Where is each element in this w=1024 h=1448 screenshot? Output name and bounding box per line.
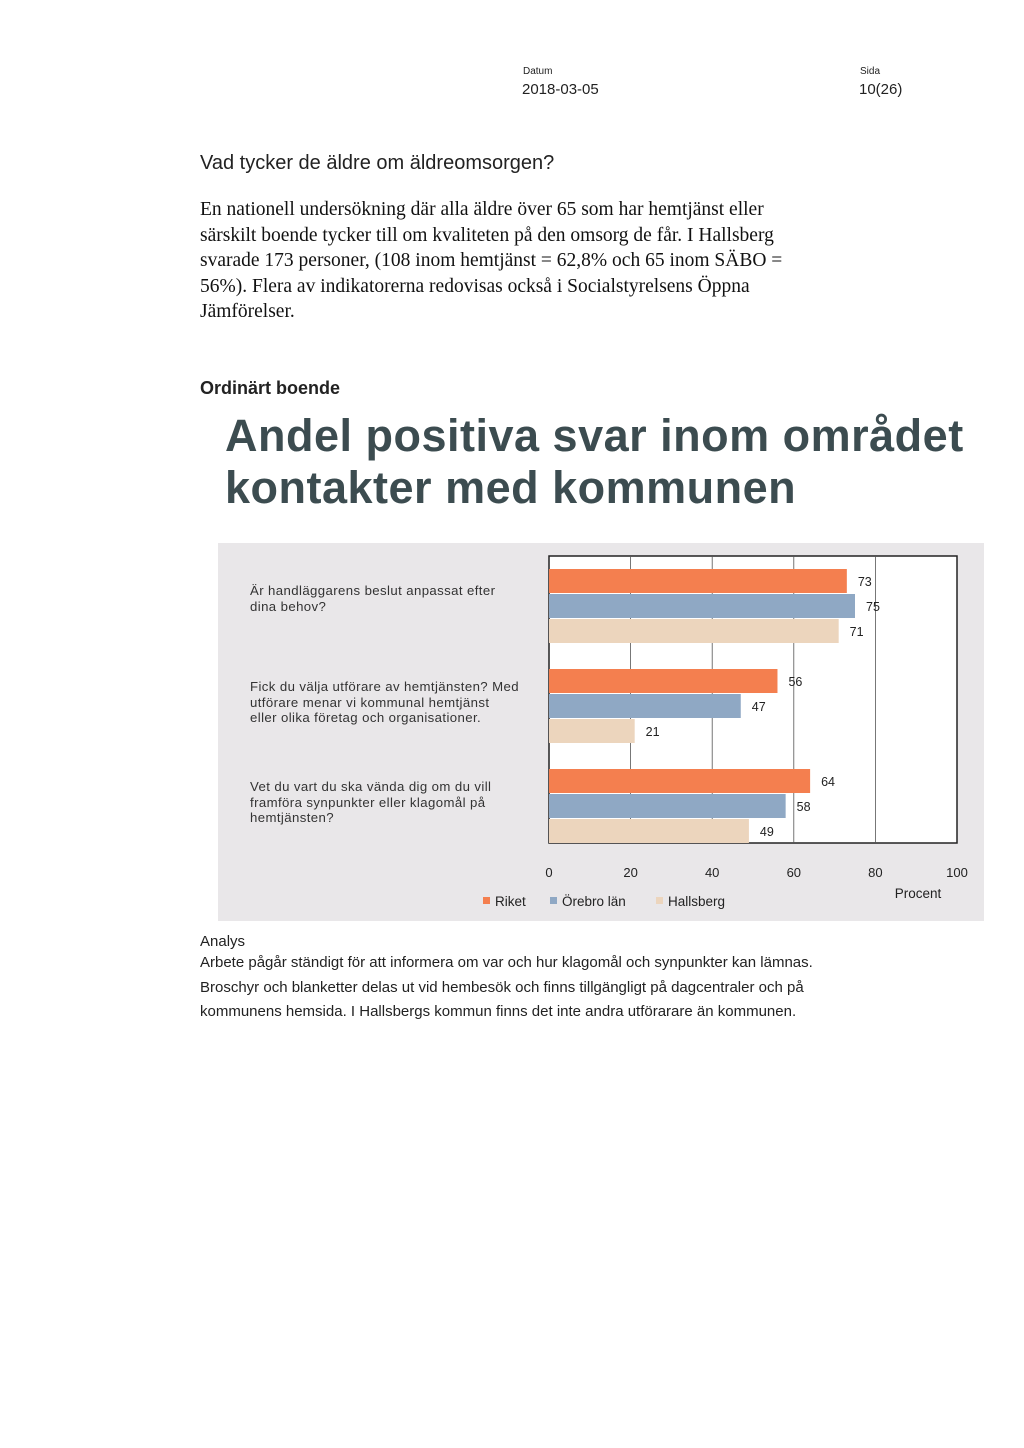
bar-chart <box>218 543 984 921</box>
x-tick-label-4: 60 <box>786 865 802 880</box>
question-label-3: Vet du vart du ska vända dig om du vill framföra synpunkter eller klagomål på hemtjänsten? <box>250 779 492 825</box>
date-label: Datum <box>523 66 553 77</box>
x-tick-label-1: 0 <box>545 865 553 880</box>
data-label-3-1: 64 <box>821 775 836 789</box>
date-value: 2018-03-05 <box>522 81 599 98</box>
x-tick-label-6: 100 <box>946 865 968 880</box>
data-label-1-1: 73 <box>857 575 872 589</box>
data-label-3-3: 49 <box>759 825 774 839</box>
data-label-2-2: 47 <box>751 700 766 714</box>
legend-label-1: Riket <box>495 894 526 909</box>
page-label: Sida <box>860 66 881 77</box>
data-label-2-3: 21 <box>645 725 660 739</box>
intro-paragraph: En nationell undersökning där alla äldre över 65 som har hemtjänst eller särskilt boende tycker till om kvaliteten på den omsorg de får. I Hallsberg svarade 173 personer, (108 inom hemtjänst = 62,8% och 65 inom SÄBO = 56%). Flera av indikatorerna redovisas också i Socialstyrelsens Öppna Jämförelser. <box>200 199 783 322</box>
question-label-1: Är handläggarens beslut anpassat efter dina behov? <box>250 583 496 614</box>
x-tick-label-5: 80 <box>868 865 883 880</box>
legend-swatch-3 <box>656 897 663 904</box>
x-tick-label-2: 20 <box>623 865 638 880</box>
bar-1-3 <box>549 619 839 643</box>
legend-swatch-2 <box>550 897 557 904</box>
question-label-2: Fick du välja utförare av hemtjänsten? Med utförare menar vi kommunal hemtjänst eller olika företag och organisationer. <box>250 679 519 725</box>
data-label-3-2: 58 <box>796 800 811 814</box>
legend-label-2: Örebro län <box>562 894 626 909</box>
legend-swatch-1 <box>483 897 490 904</box>
analysis-paragraph: Arbete pågår ständigt för att informera om var och hur klagomål och synpunkter kan lämnas. Broschyr och blanketter delas ut vid hembesök och finns tillgängligt på dagcentraler och på kommunens hemsida. I Hallsbergs kommun finns det inte andra utförarare än kommunen. <box>200 954 813 1020</box>
chart-title-line-2: kontakter med kommunen <box>225 462 797 513</box>
data-label-2-1: 56 <box>788 675 803 689</box>
data-label-1-3: 71 <box>849 625 864 639</box>
bar-1-1 <box>549 569 847 593</box>
chart-title-line-1: Andel positiva svar inom området <box>225 410 964 461</box>
chart-panel <box>218 543 984 921</box>
analysis-title: Analys <box>200 933 246 950</box>
section-title: Ordinärt boende <box>200 378 341 398</box>
page-heading: Vad tycker de äldre om äldreomsorgen? <box>200 152 555 174</box>
x-tick-label-3: 40 <box>704 865 720 880</box>
bar-1-2 <box>549 594 855 618</box>
bar-3-3 <box>549 819 749 843</box>
page-number: 10(26) <box>859 81 903 98</box>
bar-3-2 <box>549 794 786 818</box>
bar-2-1 <box>549 669 777 693</box>
bar-2-3 <box>549 719 635 743</box>
legend-label-3: Hallsberg <box>668 894 726 909</box>
x-axis-label: Procent <box>894 886 942 901</box>
data-label-1-2: 75 <box>866 600 880 614</box>
bar-2-2 <box>549 694 741 718</box>
bar-3-1 <box>549 769 810 793</box>
